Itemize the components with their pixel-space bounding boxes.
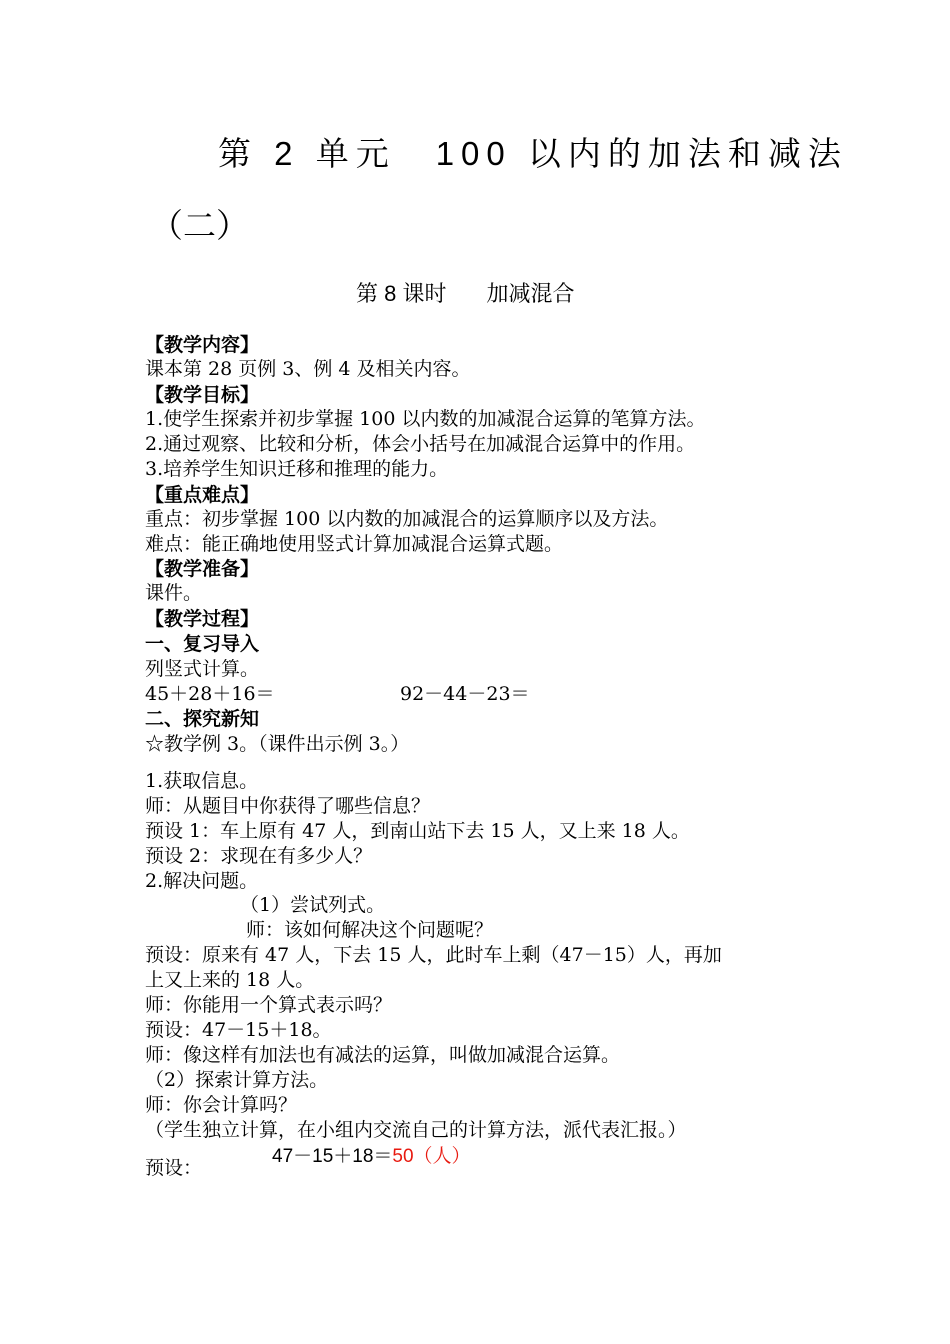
goal-1: 1.使学生探索并初步掌握 100 以内数的加减混合运算的笔算方法。 — [145, 408, 706, 430]
lesson-number: 第 8 课时 — [356, 281, 447, 306]
unit-title — [218, 128, 848, 175]
part1-heading: 一、复习导入 — [145, 634, 260, 655]
preset-1: 预设 1：车上原有 47 人，到南山站下去 15 人，又上来 18 人。 — [145, 820, 690, 842]
teacher-3: 师：你能用一个算式表示吗？ — [145, 994, 393, 1016]
preset-4: 预设：47－15＋18。 — [145, 1019, 332, 1041]
teacher-2: 师：该如何解决这个问题呢？ — [246, 919, 494, 941]
part2-heading: 二、探究新知 — [145, 709, 260, 730]
example-text: ☆教学例 3。（课件出示例 3。） — [145, 733, 410, 755]
content-text: 课本第 28 页例 3、例 4 及相关内容。 — [145, 358, 471, 380]
lesson-name: 加减混合 — [486, 281, 575, 306]
step-1: 1.获取信息。 — [145, 770, 259, 792]
unit-subtitle: （二） — [150, 207, 249, 244]
student-note: （学生独立计算，在小组内交流自己的计算方法，派代表汇报。） — [145, 1119, 687, 1141]
step-2: 2.解决问题。 — [145, 870, 259, 892]
sub-2: （2）探索计算方法。 — [145, 1069, 329, 1091]
final-expression: 47－15＋18＝ — [272, 1146, 393, 1167]
teacher-4: 师：像这样有加法也有减法的运算，叫做加减混合运算。 — [145, 1044, 621, 1066]
sub-1: （1）尝试列式。 — [240, 894, 386, 916]
goals-heading: 【教学目标】 — [145, 385, 260, 406]
preset-2: 预设 2：求现在有多少人？ — [145, 845, 373, 867]
goal-3: 3.培养学生知识迁移和推理的能力。 — [145, 458, 449, 480]
key-point: 重点：初步掌握 100 以内数的加减混合的运算顺序以及方法。 — [145, 508, 669, 530]
teacher-1: 师：从题目中你获得了哪些信息？ — [145, 795, 431, 817]
final-answer: 50（人） — [392, 1146, 471, 1167]
expr-2: 92－44－23＝ — [400, 683, 530, 705]
difficult-point: 难点：能正确地使用竖式计算加减混合运算式题。 — [145, 533, 564, 555]
preset-3-line-1: 预设：原来有 47 人，下去 15 人，此时车上剩（47－15）人，再加 — [145, 944, 722, 966]
key-heading: 【重点难点】 — [145, 485, 260, 506]
process-heading: 【教学过程】 — [145, 609, 260, 630]
lesson-title — [356, 277, 574, 308]
prep-text: 课件。 — [145, 582, 203, 604]
prep-heading: 【教学准备】 — [145, 559, 260, 580]
part1-text: 列竖式计算。 — [145, 658, 260, 680]
teacher-5: 师：你会计算吗？ — [145, 1094, 298, 1116]
goal-2: 2.通过观察、比较和分析，体会小括号在加减混合运算中的作用。 — [145, 433, 696, 455]
preset-5-label: 预设： — [145, 1157, 203, 1179]
expr-1: 45＋28＋16＝ — [145, 683, 275, 705]
content-heading: 【教学内容】 — [145, 335, 260, 356]
final-calculation — [272, 1141, 471, 1168]
unit-number: 第 2 单元 — [218, 135, 396, 172]
preset-3-line-2: 上又上来的 18 人。 — [145, 969, 315, 991]
unit-subject: 100 以内的加法和减法 — [435, 135, 848, 172]
